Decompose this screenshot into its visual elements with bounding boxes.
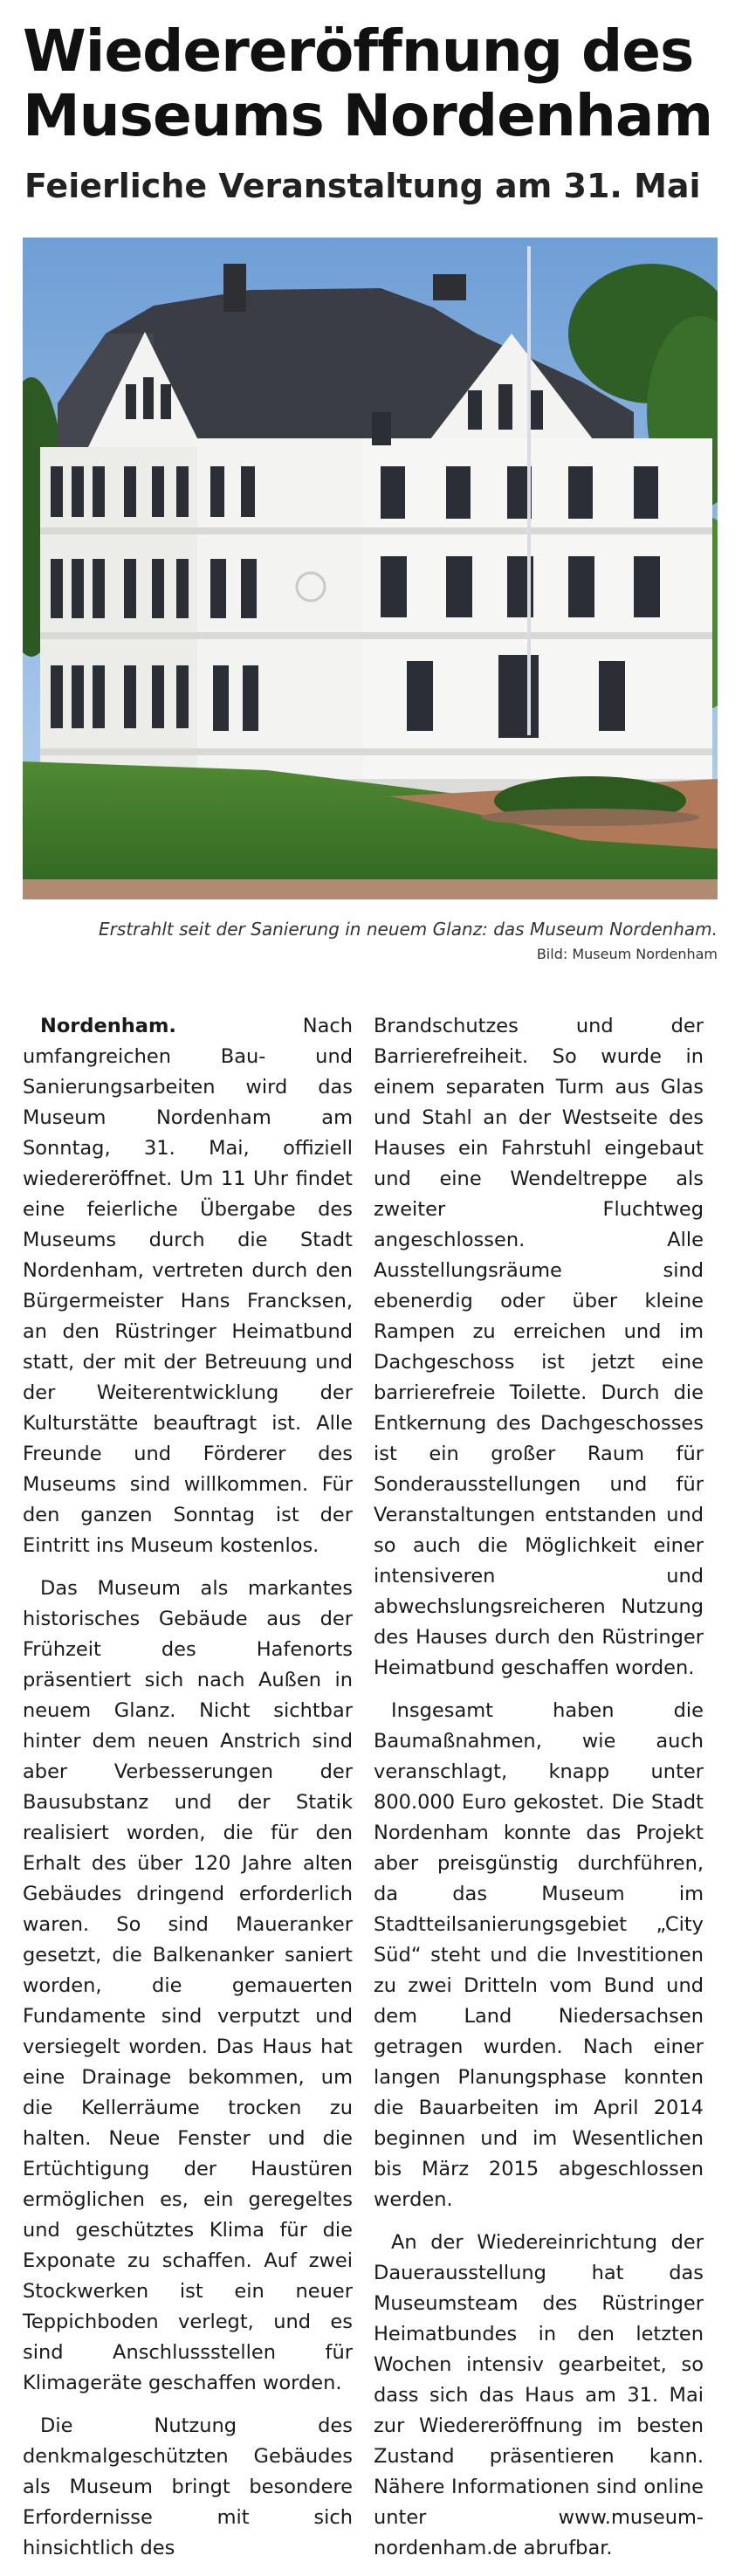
article-paragraph-2: Das Museum als markantes historisches Gebäude aus der Frühzeit des Hafenorts präsentiert sich nach Außen in neuem Glanz. Nicht sichtbar hinter dem neuen Anstrich sind aber Verbesserungen der Bausubstanz und der Statik realisiert worden, die für den Erhalt des über 120 Jahre alten Gebäudes dringend erforderlich waren. So sind Maueranker gesetzt, die Balkenanker saniert worden, die gemauerten Fundamente sind verputzt und versiegelt worden. Das Haus hat eine Drainage bekommen, um die Kellerräume trocken zu halten. Neue Fenster und die Ertüchtigung der Haustüren ermöglichen es, ein geregeltes und geschütztes Klima für die Exponate zu schaffen. Auf zwei Stockwerken ist ein neuer Teppichboden verlegt, und es sind Anschlussstellen für Klimageräte geschaffen worden. bbox=[23, 1577, 353, 2394]
article-paragraph-1-text: Nach umfangreichen Bau- und Sanierungsarbeiten wird das Museum Nordenham am Sonntag, 31. Mai, offiziell wiedereröffnet. Um 11 Uhr findet eine feierliche Übergabe des Museums durch die Stadt Nordenham, vertreten durch den Bürgermeister Hans Francksen, an den Rüstringer Heimatbund statt, der mit der Betreuung und der Weiterentwicklung der Kulturstätte beauftragt ist. Alle Freunde und Förderer des Museums sind willkommen. Für den ganzen Sonntag ist der Eintritt ins Museum kostenlos. bbox=[23, 1015, 353, 1557]
article-paragraph-3-start: Die Nutzung des denkmalgeschützten Gebäudes als Museum bringt besondere Erfordernisse mit sich hinsichtlich des bbox=[23, 2414, 353, 2559]
chimney-right bbox=[433, 274, 466, 300]
article-column-left bbox=[23, 1011, 353, 2576]
article-paragraph-3-cont: Brandschutzes und der Barrierefreiheit. So wurde in einem separaten Turm aus Glas und Stahl an der Westseite des Hauses ein Fahrstuhl eingebaut und eine Wendeltreppe als zweiter Fluchtweg angeschlossen. Alle Ausstellungsräume sind ebenerdig oder über kleine Rampen zu erreichen und im Dachgeschoss ist jetzt eine barrierefreie Toilette. Durch die Entkernung des Dachgeschosses ist ein großer Raum für Sonderausstellungen und für Veranstaltungen entstanden und so auch die Möglichkeit einer intensiveren und abwechslungsreicheren Nutzung des Hauses durch den Rüstringer Heimatbund geschaffen worden. bbox=[374, 1015, 704, 1679]
chimney-left bbox=[223, 264, 246, 312]
museum-building-illustration bbox=[23, 238, 718, 899]
subheadline: Feierliche Veranstaltung am 31. Mai bbox=[24, 167, 701, 205]
dateline: Nordenham. bbox=[40, 1015, 176, 1037]
headline-line-2: Museums Nordenham bbox=[23, 82, 713, 149]
photo-credit: Bild: Museum Nordenham bbox=[536, 946, 718, 962]
headline-line-1: Wiedereröffnung des bbox=[23, 17, 694, 85]
article-paragraph-4: Insgesamt haben die Baumaßnahmen, wie auch veranschlagt, knapp unter 800.000 Euro gekostet. Die Stadt Nordenham konnte das Projekt aber preisgünstig durchführen, da das Museum im Stadtteilsanierungsgebiet „City Süd“ steht und die Investitionen zu zwei Dritteln vom Bund und dem Land Niedersachsen getragen wurden. Nach einer langen Planungsphase konnten die Bauarbeiten im April 2014 beginnen und im Wesentlichen bis März 2015 abgeschlossen werden. bbox=[374, 1699, 704, 2211]
article-column-right bbox=[374, 1011, 704, 2576]
flagpole bbox=[527, 246, 531, 735]
headline bbox=[23, 19, 721, 148]
photo-caption: Erstrahlt seit der Sanierung in neuem Glanz: das Museum Nordenham. bbox=[99, 919, 718, 940]
article-paragraph-1 bbox=[23, 1011, 353, 1561]
museum-photo bbox=[23, 238, 718, 899]
article-paragraph-5: An der Wiedereinrichtung der Dauerausstellung hat das Museumsteam des Rüstringer Heimatbundes in den letzten Wochen intensiv gearbeitet, so dass sich das Haus am 31. Mai zur Wiedereröffnung im besten Zustand präsentieren kann. Nähere Informationen sind online unter www.museum-nordenham.de abrufbar. bbox=[374, 2231, 704, 2559]
